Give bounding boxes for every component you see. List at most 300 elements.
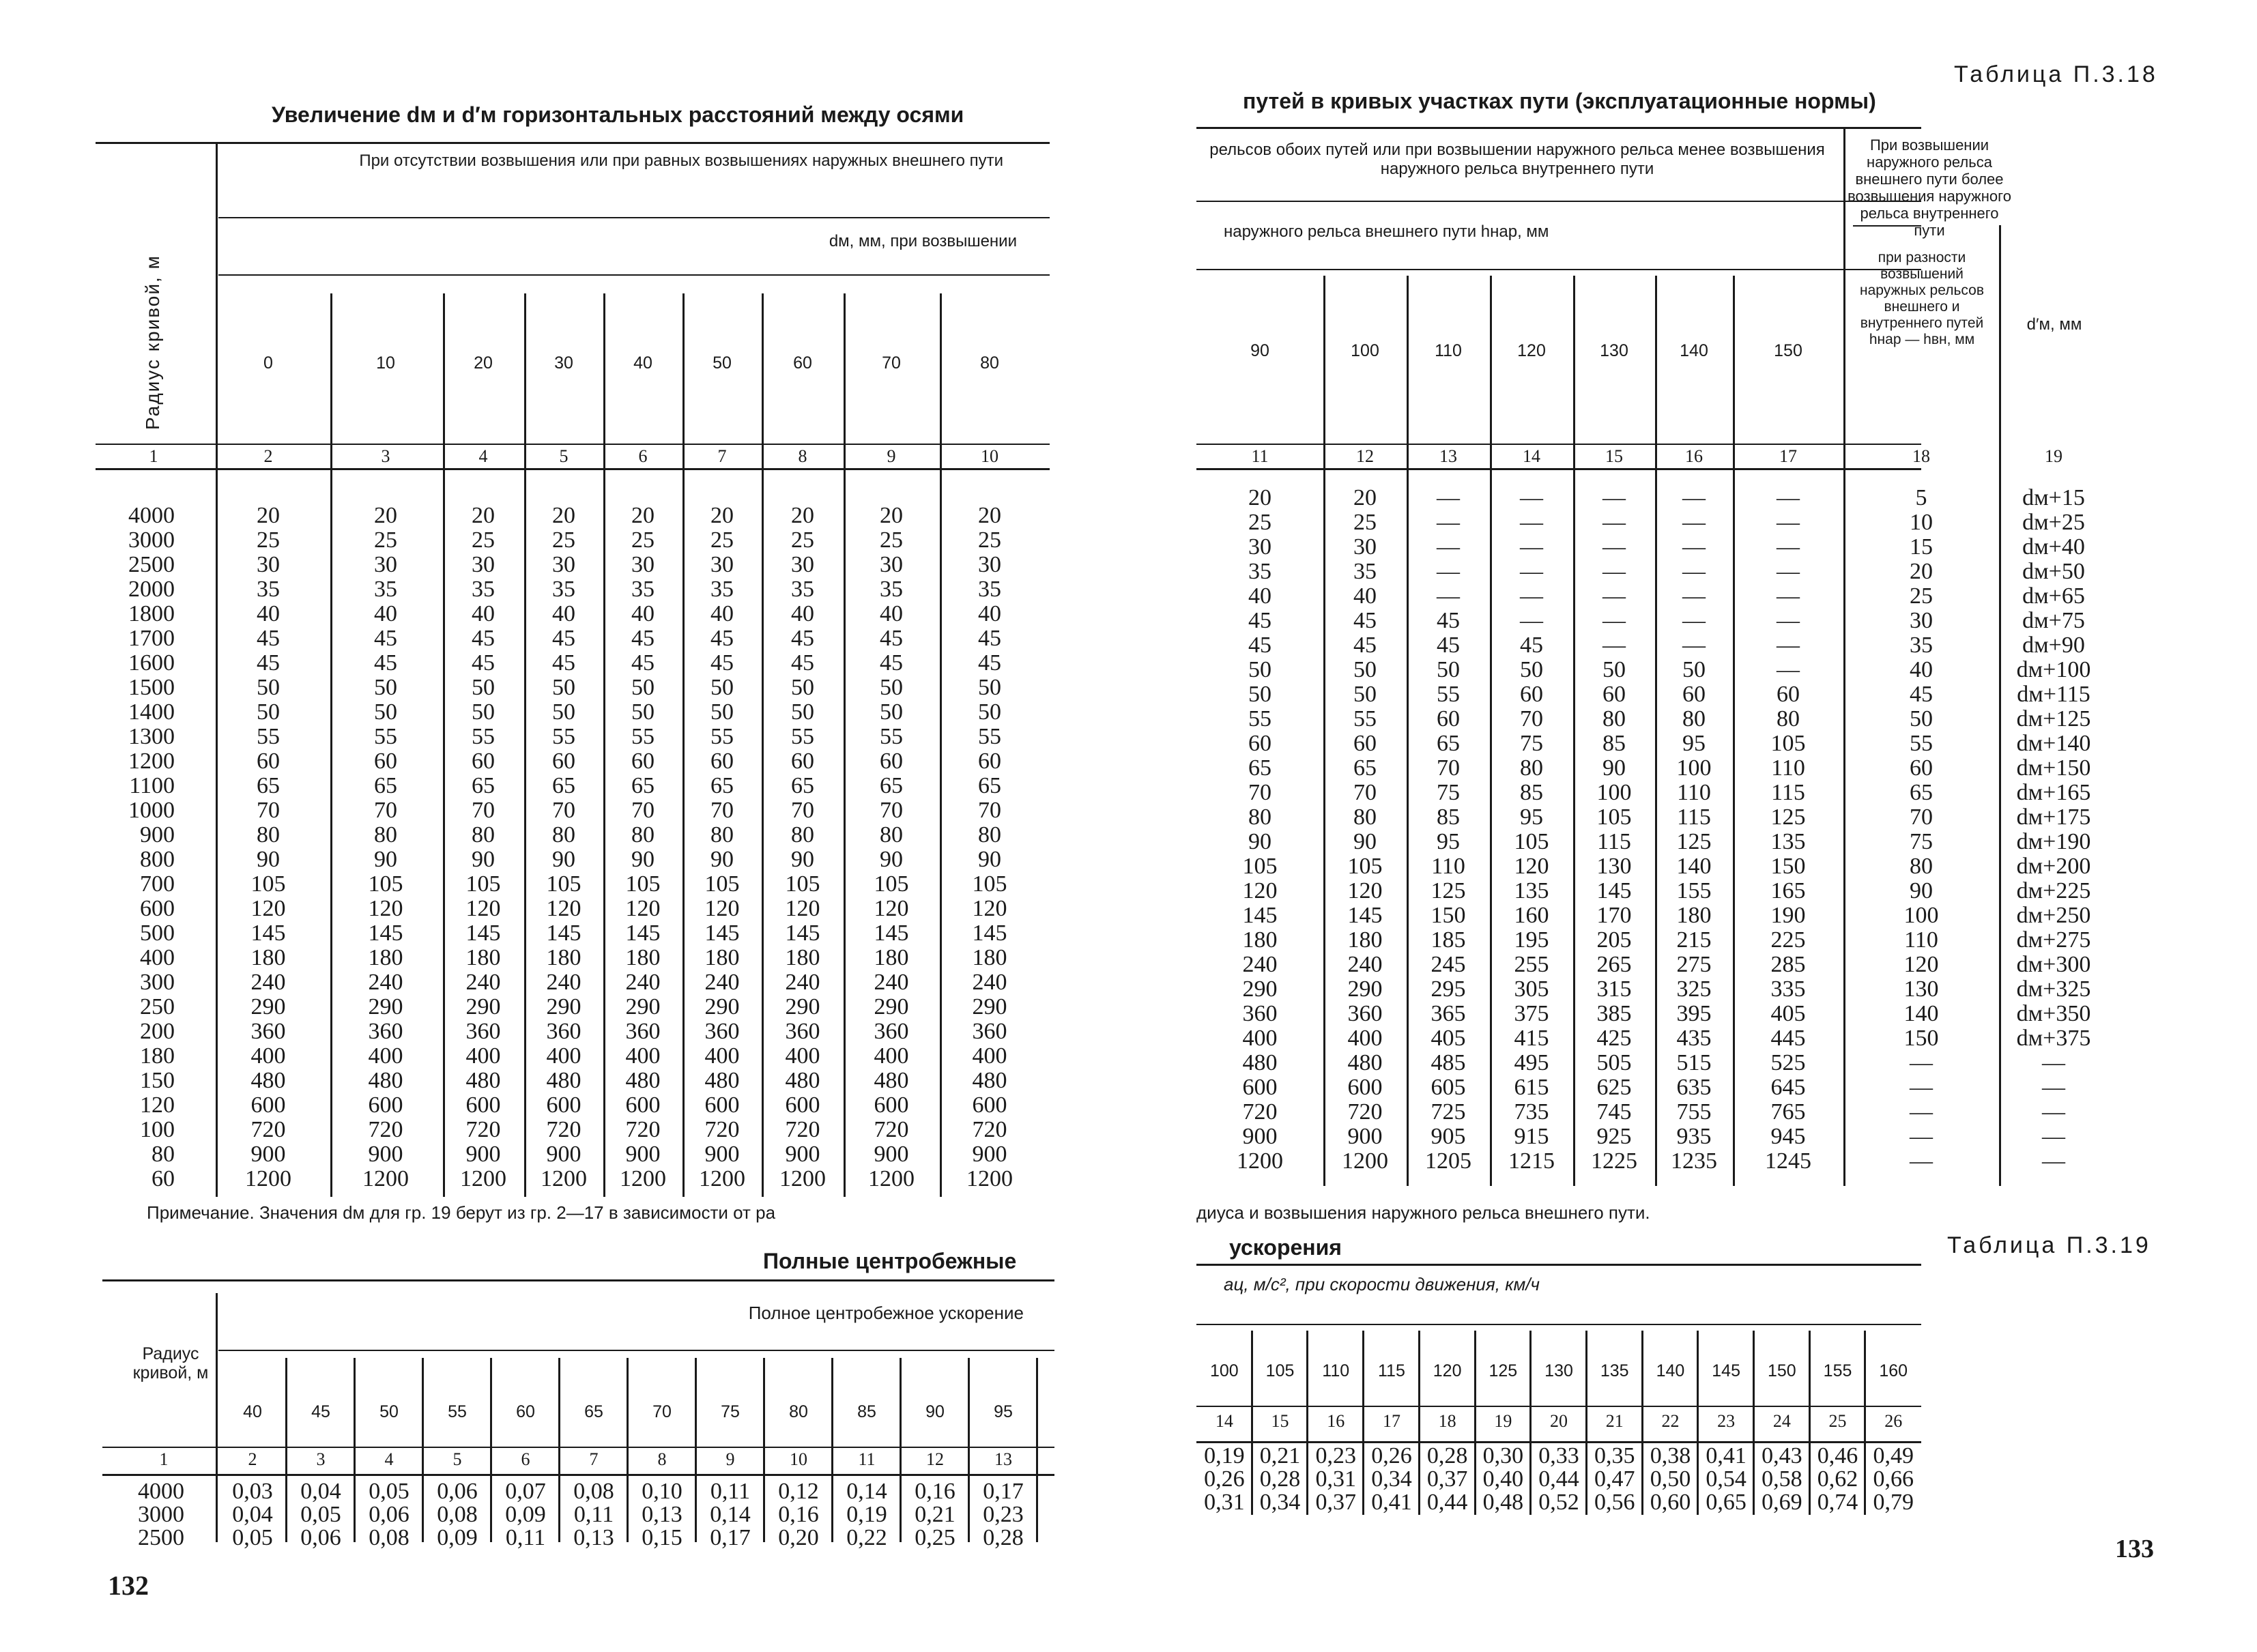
column-header: 130 bbox=[1600, 341, 1628, 360]
table-cell: 60 bbox=[1520, 682, 1543, 707]
column-number: 1 bbox=[159, 1449, 169, 1469]
rule bbox=[1196, 468, 1921, 470]
column-number: 13 bbox=[994, 1449, 1012, 1469]
column-number: 22 bbox=[1661, 1411, 1680, 1431]
table-cell: 50 bbox=[257, 699, 280, 725]
table-cell: 120 bbox=[250, 896, 286, 921]
table-cell: 60 bbox=[552, 749, 575, 774]
table-cell: 120 bbox=[972, 896, 1007, 921]
column-number: 18 bbox=[1438, 1411, 1456, 1431]
table-cell: — bbox=[1910, 1124, 1933, 1149]
column-number: 1 bbox=[149, 446, 158, 466]
table-cell: 915 bbox=[1514, 1124, 1549, 1149]
table-cell: 30 bbox=[631, 552, 655, 577]
table-cell: 30 bbox=[1353, 534, 1377, 560]
table-cell: 360 bbox=[972, 1019, 1007, 1044]
table-cell: 905 bbox=[1431, 1124, 1466, 1149]
table-cell: 70 bbox=[880, 798, 903, 823]
table-cell: — bbox=[1682, 534, 1706, 560]
table-cell: 90 bbox=[978, 847, 1001, 872]
table-cell: 75 bbox=[1437, 780, 1460, 805]
table-cell: 0,08 bbox=[437, 1502, 478, 1527]
table-cell: — bbox=[1602, 559, 1626, 584]
table-cell: 120 bbox=[1903, 952, 1939, 977]
table-cell: 90 bbox=[710, 847, 734, 872]
table-cell: 515 bbox=[1676, 1050, 1712, 1075]
table-cell: 0,37 bbox=[1315, 1490, 1356, 1515]
table-cell: — bbox=[1602, 534, 1626, 560]
table-cell: 900 bbox=[874, 1142, 909, 1167]
radius-cell: 1300 bbox=[128, 724, 175, 749]
table-cell: 1200 bbox=[1237, 1148, 1283, 1174]
rule bbox=[1196, 127, 1921, 129]
table-cell: 65 bbox=[552, 773, 575, 798]
table-cell: 145 bbox=[546, 921, 581, 946]
table-cell: 115 bbox=[1771, 780, 1805, 805]
table-cell: 90 bbox=[1602, 755, 1626, 781]
table-cell: 0,09 bbox=[505, 1502, 546, 1527]
table-cell: 105 bbox=[704, 871, 740, 897]
table-cell: 30 bbox=[552, 552, 575, 577]
radius-cell: 500 bbox=[140, 921, 175, 946]
table-cell: 240 bbox=[368, 970, 403, 995]
table-cell: 405 bbox=[1770, 1001, 1806, 1026]
table-label-318: Таблица П.3.18 bbox=[1954, 61, 2158, 87]
table-cell: 45 bbox=[1910, 682, 1933, 707]
table-cell: 720 bbox=[785, 1117, 820, 1142]
table-cell: 70 bbox=[978, 798, 1001, 823]
table-cell: 0,26 bbox=[1204, 1466, 1245, 1492]
radius-cell: 1700 bbox=[128, 626, 175, 651]
table-cell: 900 bbox=[1347, 1124, 1383, 1149]
column-number: 2 bbox=[248, 1449, 257, 1469]
rule bbox=[1196, 1406, 1921, 1407]
table-cell: 240 bbox=[250, 970, 286, 995]
column-number: 21 bbox=[1605, 1411, 1624, 1431]
table-cell: 40 bbox=[472, 601, 495, 626]
table-cell: 80 bbox=[1777, 706, 1800, 731]
table-cell: 180 bbox=[874, 945, 909, 970]
table-cell: 0,08 bbox=[573, 1479, 614, 1504]
table-cell: 20 bbox=[1353, 485, 1377, 510]
column-header: 10 bbox=[376, 353, 395, 373]
table-cell: 25 bbox=[374, 527, 397, 553]
table-cell: 0,47 bbox=[1594, 1466, 1635, 1492]
column-number: 4 bbox=[478, 446, 488, 466]
table-cell: 360 bbox=[1242, 1001, 1278, 1026]
column-number: 19 bbox=[1494, 1411, 1512, 1431]
table-cell: 65 bbox=[631, 773, 655, 798]
table-cell: 35 bbox=[880, 577, 903, 602]
column-header: 40 bbox=[633, 353, 652, 373]
table-cell: 50 bbox=[374, 699, 397, 725]
table-cell: 65 bbox=[880, 773, 903, 798]
table-cell: 255 bbox=[1514, 952, 1549, 977]
radius-cell: 4000 bbox=[138, 1479, 184, 1504]
table-cell: 115 bbox=[1677, 805, 1711, 830]
table-cell: 50 bbox=[791, 699, 814, 725]
table-cell: 0,17 bbox=[710, 1525, 751, 1550]
table-cell: 55 bbox=[257, 724, 280, 749]
table-cell: 945 bbox=[1770, 1124, 1806, 1149]
table-cell: — bbox=[1520, 559, 1543, 584]
table-cell: 65 bbox=[1248, 755, 1271, 781]
table-cell: 120 bbox=[546, 896, 581, 921]
rule bbox=[218, 217, 1050, 218]
table-cell: 45 bbox=[710, 650, 734, 676]
data-column bbox=[526, 504, 601, 1191]
table-cell: 105 bbox=[874, 871, 909, 897]
table-cell: 40 bbox=[1248, 583, 1271, 609]
table-cell: 0,43 bbox=[1762, 1443, 1802, 1468]
rule bbox=[102, 1447, 1054, 1448]
table-cell: 70 bbox=[791, 798, 814, 823]
table-cell: 0,19 bbox=[1204, 1443, 1245, 1468]
table-cell: 0,23 bbox=[1315, 1443, 1356, 1468]
table-cell: 70 bbox=[1437, 755, 1460, 781]
table-cell: 40 bbox=[631, 601, 655, 626]
radius-cell: 2500 bbox=[138, 1525, 184, 1550]
table-cell: 290 bbox=[874, 994, 909, 1019]
table-cell: 205 bbox=[1596, 927, 1632, 953]
column-number: 11 bbox=[858, 1449, 876, 1469]
table-cell: 55 bbox=[631, 724, 655, 749]
table-cell: 65 bbox=[1353, 755, 1377, 781]
table-cell: 70 bbox=[257, 798, 280, 823]
column-number: 16 bbox=[1685, 446, 1703, 466]
table-cell: 55 bbox=[880, 724, 903, 749]
column-header: 90 bbox=[925, 1402, 945, 1421]
table-cell: 25 bbox=[1353, 510, 1377, 535]
data-column bbox=[854, 504, 929, 1191]
column-number: 5 bbox=[559, 446, 569, 466]
table-cell: 40 bbox=[880, 601, 903, 626]
table-cell: 240 bbox=[1242, 952, 1278, 977]
column-number: 15 bbox=[1605, 446, 1623, 466]
column-number: 14 bbox=[1215, 1411, 1233, 1431]
table-cell: 180 bbox=[1242, 927, 1278, 953]
table-cell: 35 bbox=[631, 577, 655, 602]
table-cell: 145 bbox=[785, 921, 820, 946]
table-cell: — bbox=[1520, 510, 1543, 535]
table-cell: 720 bbox=[704, 1117, 740, 1142]
rule bbox=[102, 1279, 1054, 1281]
table-cell: 0,60 bbox=[1650, 1490, 1691, 1515]
column-header: 60 bbox=[793, 353, 812, 373]
table-cell: 45 bbox=[1353, 633, 1377, 658]
table-cell: 55 bbox=[552, 724, 575, 749]
footnote-cont: диуса и возвышения наружного рельса внешнего пути. bbox=[1196, 1202, 1650, 1223]
table-cell: 50 bbox=[631, 675, 655, 700]
table-cell: 0,38 bbox=[1650, 1443, 1691, 1468]
table-label-319: Таблица П.3.19 bbox=[1947, 1232, 2151, 1258]
table-cell: 35 bbox=[552, 577, 575, 602]
radius-cell: 120 bbox=[140, 1092, 175, 1118]
table-cell: 45 bbox=[552, 650, 575, 676]
column-number: 8 bbox=[798, 446, 807, 466]
table-cell: 240 bbox=[546, 970, 581, 995]
column-number: 12 bbox=[1356, 446, 1374, 466]
table-cell: 145 bbox=[465, 921, 501, 946]
table-cell: 0,66 bbox=[1873, 1466, 1914, 1492]
table-cell: 105 bbox=[1347, 854, 1383, 879]
table-cell: 45 bbox=[710, 626, 734, 651]
table-cell: 145 bbox=[250, 921, 286, 946]
rule bbox=[218, 1350, 1054, 1351]
table-cell: 0,52 bbox=[1538, 1490, 1579, 1515]
table-cell: 445 bbox=[1770, 1026, 1806, 1051]
table-cell: 600 bbox=[704, 1092, 740, 1118]
table-cell: 385 bbox=[1596, 1001, 1632, 1026]
radius-cell: 2500 bbox=[128, 552, 175, 577]
radius-cell: 2000 bbox=[128, 577, 175, 602]
table-cell: 90 bbox=[791, 847, 814, 872]
table-cell: dм+40 bbox=[2022, 534, 2085, 560]
table-cell: 45 bbox=[1437, 608, 1460, 633]
table-cell: 155 bbox=[1676, 878, 1712, 903]
table-cell: 70 bbox=[1353, 780, 1377, 805]
table-cell: 60 bbox=[710, 749, 734, 774]
table-cell: 1215 bbox=[1508, 1148, 1555, 1174]
table-cell: 60 bbox=[1682, 682, 1706, 707]
table-cell: 60 bbox=[978, 749, 1001, 774]
rule bbox=[1196, 201, 1921, 202]
table-cell: 90 bbox=[1353, 829, 1377, 854]
table-cell: dм+25 bbox=[2022, 510, 2085, 535]
table-cell: 50 bbox=[1353, 682, 1377, 707]
column-header: 20 bbox=[474, 353, 493, 373]
table-cell: 25 bbox=[978, 527, 1001, 553]
column-header: 120 bbox=[1517, 341, 1546, 360]
table-cell: 900 bbox=[785, 1142, 820, 1167]
table-cell: 415 bbox=[1514, 1026, 1549, 1051]
table-cell: 120 bbox=[1242, 878, 1278, 903]
column-number: 17 bbox=[1382, 1411, 1400, 1431]
table-cell: 20 bbox=[978, 503, 1001, 528]
table-cell: 40 bbox=[374, 601, 397, 626]
table-cell: 720 bbox=[874, 1117, 909, 1142]
column-header: 80 bbox=[789, 1402, 808, 1421]
table-cell: 0,11 bbox=[505, 1525, 546, 1550]
table-cell: 290 bbox=[625, 994, 661, 1019]
radius-cell: 400 bbox=[140, 945, 175, 970]
table-cell: 105 bbox=[250, 871, 286, 897]
table-cell: 70 bbox=[631, 798, 655, 823]
table-cell: 645 bbox=[1770, 1075, 1806, 1100]
table-cell: 1200 bbox=[620, 1166, 666, 1191]
table-cell: 85 bbox=[1437, 805, 1460, 830]
table-cell: 635 bbox=[1676, 1075, 1712, 1100]
table-cell: 725 bbox=[1431, 1099, 1466, 1125]
table-cell: 505 bbox=[1596, 1050, 1632, 1075]
table-cell: dм+90 bbox=[2022, 633, 2085, 658]
table-cell: 70 bbox=[472, 798, 495, 823]
table-cell: 480 bbox=[546, 1068, 581, 1093]
table-cell: 55 bbox=[1353, 706, 1377, 731]
table-cell: 40 bbox=[978, 601, 1001, 626]
table-cell: 0,08 bbox=[369, 1525, 409, 1550]
table-cell: 65 bbox=[1437, 731, 1460, 756]
table-cell: 105 bbox=[1242, 854, 1278, 879]
radius-cell: 1400 bbox=[128, 699, 175, 725]
column-header: 120 bbox=[1433, 1361, 1462, 1380]
table-cell: 0,28 bbox=[1426, 1443, 1468, 1468]
table-cell: 1200 bbox=[868, 1166, 915, 1191]
table-cell: 90 bbox=[374, 847, 397, 872]
table-cell: 90 bbox=[1910, 878, 1933, 903]
table-cell: 50 bbox=[1248, 657, 1271, 682]
table-cell: 400 bbox=[250, 1043, 286, 1069]
right-group-header-text: При возвышении наружного рельса внешнего пути более возвышения наружного рельса внутреннего пути bbox=[1848, 136, 2011, 239]
column-header: 110 bbox=[1435, 341, 1462, 360]
table-cell: 600 bbox=[1242, 1075, 1278, 1100]
table-cell: 50 bbox=[880, 699, 903, 725]
column-header: 65 bbox=[584, 1402, 603, 1421]
table-cell: 720 bbox=[546, 1117, 581, 1142]
rule bbox=[1196, 1264, 1921, 1266]
radius-cell: 700 bbox=[140, 871, 175, 897]
table-cell: 290 bbox=[704, 994, 740, 1019]
data-column bbox=[952, 504, 1027, 1191]
table-cell: 495 bbox=[1514, 1050, 1549, 1075]
table-cell: 365 bbox=[1431, 1001, 1466, 1026]
table-cell: 0,41 bbox=[1706, 1443, 1746, 1468]
table-cell: 285 bbox=[1770, 952, 1806, 977]
table-cell: 100 bbox=[1596, 780, 1632, 805]
column-number: 18 bbox=[1912, 446, 1930, 466]
table-cell: 30 bbox=[880, 552, 903, 577]
table-cell: 120 bbox=[874, 896, 909, 921]
table-cell: 0,11 bbox=[710, 1479, 751, 1504]
table-cell: 95 bbox=[1682, 731, 1706, 756]
column-number: 7 bbox=[717, 446, 727, 466]
table-cell: 360 bbox=[546, 1019, 581, 1044]
table-cell: 50 bbox=[472, 699, 495, 725]
table-cell: dм+350 bbox=[2016, 1001, 2091, 1026]
table-cell: — bbox=[1682, 608, 1706, 633]
column-number: 15 bbox=[1271, 1411, 1289, 1431]
table-cell: 720 bbox=[1347, 1099, 1383, 1125]
table-cell: 120 bbox=[704, 896, 740, 921]
table-cell: 50 bbox=[710, 699, 734, 725]
table-cell: 35 bbox=[1910, 633, 1933, 658]
table-cell: 400 bbox=[368, 1043, 403, 1069]
column-header: 0 bbox=[263, 353, 273, 373]
table-cell: 0,04 bbox=[300, 1479, 341, 1504]
table-cell: 45 bbox=[631, 626, 655, 651]
col-divider bbox=[762, 293, 764, 1197]
column-number: 6 bbox=[638, 446, 648, 466]
column-header: 155 bbox=[1823, 1361, 1852, 1380]
table-cell: 45 bbox=[374, 650, 397, 676]
right-page bbox=[1128, 0, 2257, 1652]
table-cell: 1205 bbox=[1425, 1148, 1471, 1174]
table-cell: 100 bbox=[1676, 755, 1712, 781]
table-cell: 105 bbox=[1514, 829, 1549, 854]
data-column bbox=[1643, 486, 1745, 1174]
radius-cell: 1500 bbox=[128, 675, 175, 700]
table-cell: 0,09 bbox=[437, 1525, 478, 1550]
table-cell: 145 bbox=[874, 921, 909, 946]
table-cell: — bbox=[1602, 633, 1626, 658]
table-cell: 0,30 bbox=[1482, 1443, 1524, 1468]
table-cell: 50 bbox=[552, 675, 575, 700]
table-cell: 480 bbox=[1242, 1050, 1278, 1075]
table-cell: 600 bbox=[785, 1092, 820, 1118]
table-cell: 105 bbox=[1770, 731, 1806, 756]
table-cell: 600 bbox=[250, 1092, 286, 1118]
col-divider bbox=[330, 293, 332, 1197]
table-cell: 755 bbox=[1676, 1099, 1712, 1125]
table-cell: 35 bbox=[710, 577, 734, 602]
table-cell: 480 bbox=[250, 1068, 286, 1093]
table-cell: 45 bbox=[1353, 608, 1377, 633]
table-cell: 0,05 bbox=[369, 1479, 409, 1504]
table-cell: 50 bbox=[1353, 657, 1377, 682]
column-header: 105 bbox=[1265, 1361, 1295, 1380]
radius-cell: 800 bbox=[140, 847, 175, 872]
table-cell: dм+200 bbox=[2016, 854, 2091, 879]
col-divider bbox=[844, 293, 846, 1197]
table-cell: 0,21 bbox=[1259, 1443, 1301, 1468]
table-cell: 0,74 bbox=[1817, 1490, 1858, 1515]
table-cell: 400 bbox=[785, 1043, 820, 1069]
table-cell: 0,31 bbox=[1204, 1490, 1245, 1515]
column-number: 24 bbox=[1772, 1411, 1791, 1431]
table-cell: 30 bbox=[978, 552, 1001, 577]
table-cell: 290 bbox=[1347, 976, 1383, 1002]
table-cell: 0,15 bbox=[642, 1525, 682, 1550]
table-cell: 50 bbox=[1437, 657, 1460, 682]
table-cell: 50 bbox=[552, 699, 575, 725]
radius-cell: 1600 bbox=[128, 650, 175, 676]
table-cell: dм+165 bbox=[2016, 780, 2091, 805]
table-cell: 0,49 bbox=[1873, 1443, 1914, 1468]
table-cell: — bbox=[1437, 583, 1460, 609]
table-cell: 120 bbox=[465, 896, 501, 921]
table-cell: 20 bbox=[257, 503, 280, 528]
radius-cell: 3000 bbox=[128, 527, 175, 553]
table-cell: 1225 bbox=[1591, 1148, 1637, 1174]
table-cell: 1200 bbox=[245, 1166, 291, 1191]
column-header: 80 bbox=[980, 353, 999, 373]
column-number: 9 bbox=[887, 446, 896, 466]
table-cell: 5 bbox=[1915, 485, 1927, 510]
table-cell: 105 bbox=[1596, 805, 1632, 830]
table-cell: 120 bbox=[1514, 854, 1549, 879]
table-cell: 70 bbox=[1520, 706, 1543, 731]
table-cell: 215 bbox=[1676, 927, 1712, 953]
table-cell: 240 bbox=[704, 970, 740, 995]
table-cell: 145 bbox=[368, 921, 403, 946]
table-cell: dм+50 bbox=[2022, 559, 2085, 584]
table-cell: 150 bbox=[1903, 1026, 1939, 1051]
table-cell: 600 bbox=[972, 1092, 1007, 1118]
table-cell: 50 bbox=[1910, 706, 1933, 731]
table-cell: 130 bbox=[1903, 976, 1939, 1002]
table-cell: 50 bbox=[791, 675, 814, 700]
column-number: 3 bbox=[381, 446, 390, 466]
table-cell: 290 bbox=[972, 994, 1007, 1019]
table-cell: 60 bbox=[1248, 731, 1271, 756]
data-column bbox=[685, 504, 760, 1191]
table-cell: 0,06 bbox=[369, 1502, 409, 1527]
table-cell: 45 bbox=[880, 626, 903, 651]
table-cell: 60 bbox=[472, 749, 495, 774]
table-cell: 30 bbox=[710, 552, 734, 577]
table-cell: 180 bbox=[625, 945, 661, 970]
table-cell: 35 bbox=[978, 577, 1001, 602]
